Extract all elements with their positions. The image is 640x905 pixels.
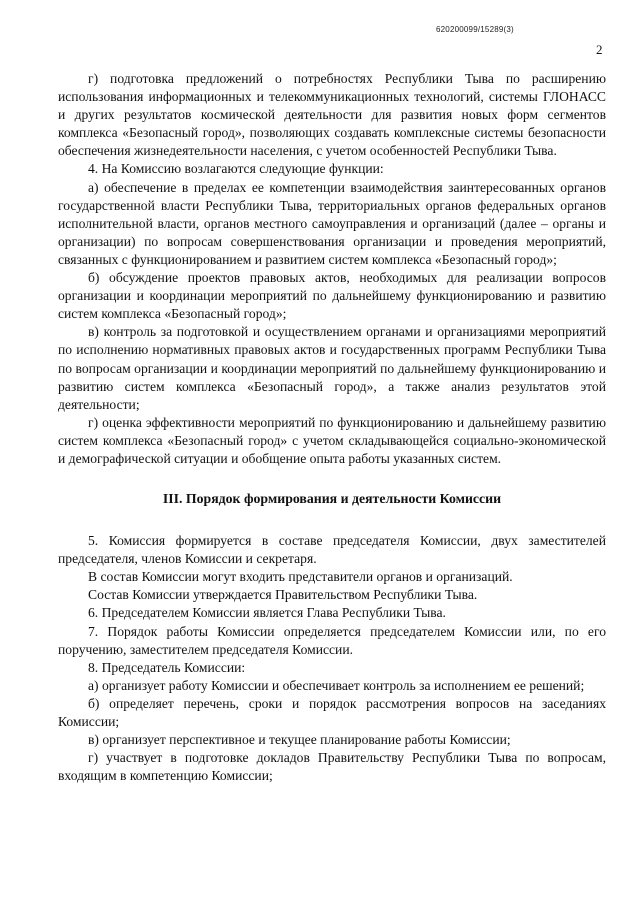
paragraph-4a-interaction: а) обеспечение в пределах ее компетенции взаимодействия заинтересованных органов государственной власти Республики Тыва, территориальных органов федеральных органов исполнительной власти, органов местного самоуправления и организаций (далее – органы и организации) по вопросам совершенствования организации и проведения мероприятий, связанных с функционированием и развитием систем комплекса «Безопасный город»; — [58, 179, 606, 267]
paragraph-4b-discussion: б) обсуждение проектов правовых актов, необходимых для реализации вопросов организации и координации мероприятий по дальнейшему функционированию и развитию систем комплекса «Безопасный город»; — [58, 270, 606, 322]
paragraph-4v-control: в) контроль за подготовкой и осуществлением органами и организациями мероприятий по исполнению нормативных правовых актов и государственных программ Республики Тыва по вопросам организации и координации мероприятий по дальнейшему функционированию и развитию систем комплекса «Безопасный город», а также анализ результатов этой деятельности; — [58, 324, 606, 412]
paragraph-7-procedure: 7. Порядок работы Комиссии определяется председателем Комиссии или, по его поручению, заместителем председателя Комиссии. — [58, 623, 606, 657]
paragraph-8g: г) участвует в подготовке докладов Правительству Республики Тыва по вопросам, входящим в компетенцию Комиссии; — [58, 750, 606, 784]
paragraph-4g-evaluation: г) оценка эффективности мероприятий по функционированию и дальнейшему развитию систем комплекса «Безопасный город» с учетом складывающейся социально-экономической и демографической ситуации и обобщение опыта работы указанных систем. — [58, 414, 606, 466]
document-body — [58, 70, 606, 785]
paragraph-8v: в) организует перспективное и текущее планирование работы Комиссии; — [88, 732, 511, 748]
paragraph-8b: б) определяет перечень, сроки и порядок рассмотрения вопросов на заседаниях Комиссии; — [58, 695, 606, 729]
paragraph-approval: Состав Комиссии утверждается Правительством Республики Тыва. — [88, 587, 478, 603]
paragraph-8a: а) организует работу Комиссии и обеспечивает контроль за исполнением ее решений; — [88, 677, 585, 693]
paragraph-8-chairman-duties: 8. Председатель Комиссии: — [88, 659, 246, 675]
paragraph-6-chairman: 6. Председателем Комиссии является Глава Республики Тыва. — [88, 605, 446, 621]
paragraph-4-functions: 4. На Комиссию возлагаются следующие функции: — [88, 161, 384, 177]
page-number: 2 — [596, 42, 603, 57]
section-heading: III. Порядок формирования и деятельности Комиссии — [162, 491, 502, 507]
paragraph-members: В состав Комиссии могут входить представители органов и организаций. — [88, 569, 513, 585]
paragraph-2g-proposals: г) подготовка предложений о потребностях Республики Тыва по расширению использования информационных и телекоммуникационных технологий, системы ГЛОНАСС и других результатов космической деятельности для развития новых форм сегментов комплекса «Безопасный город», позволяющих создавать комплексные системы безопасности обеспечения жизнедеятельности населения, с учетом особенностей Республики Тыва. — [58, 71, 606, 159]
paragraph-5-composition: 5. Комиссия формируется в составе председателя Комиссии, двух заместителей председателя, членов Комиссии и секретаря. — [58, 533, 606, 567]
document-id: 620200099/15289(3) — [436, 25, 514, 34]
